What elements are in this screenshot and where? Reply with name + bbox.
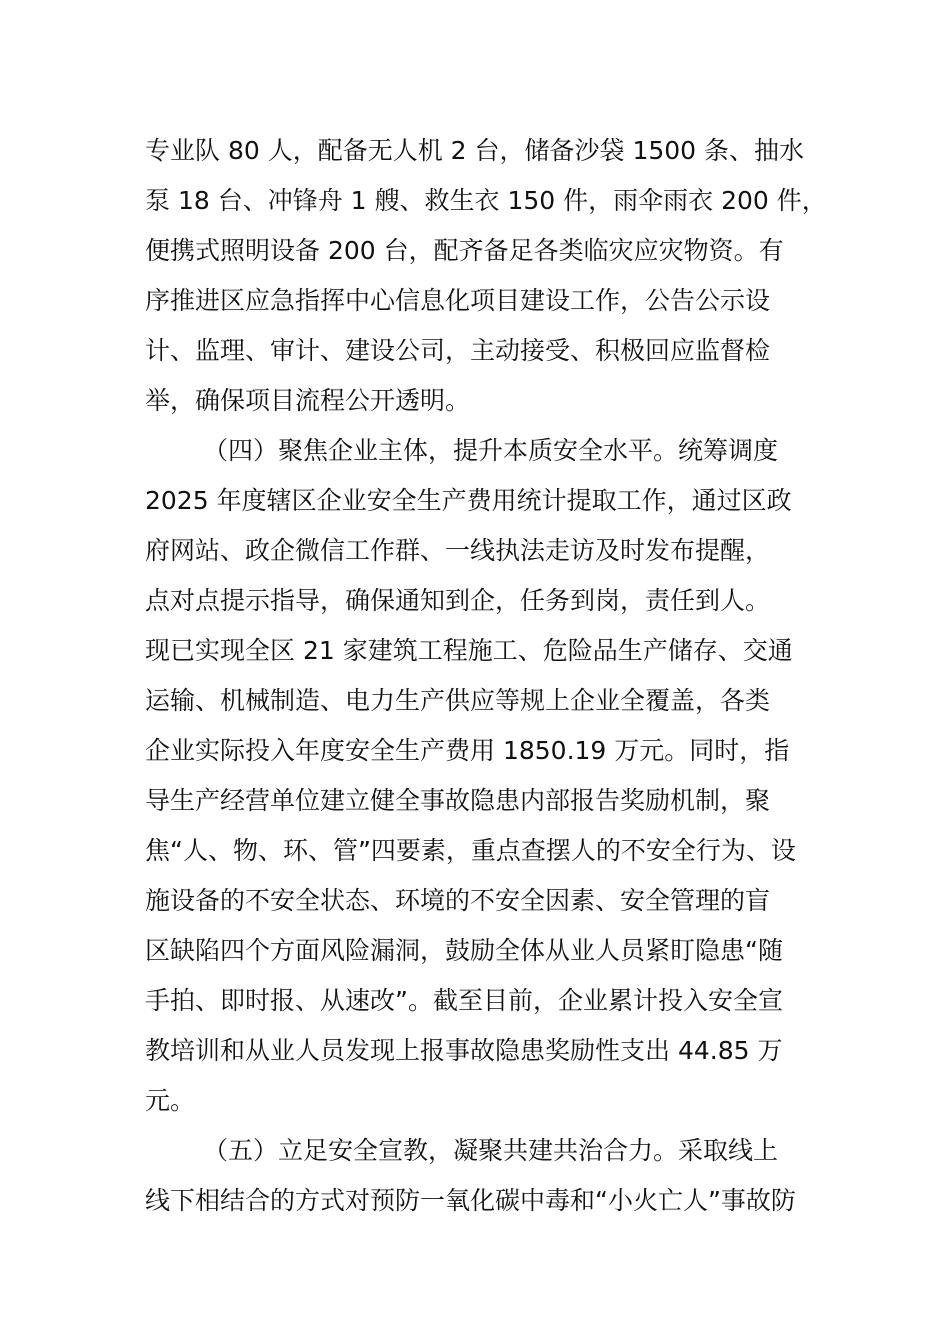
section-heading-line: （五）立足安全宣教，凝聚共建共治合力。采取线上	[203, 1136, 779, 1165]
section-heading-line: （四）聚焦企业主体，提升本质安全水平。统筹调度	[203, 436, 779, 465]
text-line: 运输、机械制造、电力生产供应等规上企业全覆盖，各类	[145, 686, 771, 715]
text-line: 元。	[145, 1086, 196, 1115]
text-line: 现已实现全区 21 家建筑工程施工、危险品生产储存、交通	[145, 636, 793, 665]
text-line: 导生产经营单位建立健全事故隐患内部报告奖励机制，聚	[145, 786, 771, 815]
document-body	[145, 126, 835, 1226]
text-line: 焦“人、物、环、管”四要素，重点查摆人的不安全行为、设	[145, 836, 796, 865]
text-line: 举，确保项目流程公开透明。	[145, 386, 471, 415]
text-line: 手拍、即时报、从速改”。截至目前，企业累计投入安全宣	[145, 986, 783, 1015]
text-line: 计、监理、审计、建设公司，主动接受、积极回应监督检	[145, 336, 771, 365]
text-line: 点对点提示指导，确保通知到企，任务到岗，责任到人。	[145, 586, 771, 615]
text-line: 专业队 80 人，配备无人机 2 台，储备沙袋 1500 条、抽水	[145, 136, 805, 165]
text-line: 便携式照明设备 200 台，配齐备足各类临灾应灾物资。有	[145, 236, 784, 265]
text-line: 教培训和从业人员发现上报事故隐患奖励性支出 44.85 万	[145, 1036, 783, 1065]
text-line: 线下相结合的方式对预防一氧化碳中毒和“小火亡人”事故防	[145, 1186, 796, 1215]
text-line: 企业实际投入年度安全生产费用 1850.19 万元。同时，指	[145, 736, 790, 765]
text-line: 区缺陷四个方面风险漏洞，鼓励全体从业人员紧盯隐患“随	[145, 936, 783, 965]
text-line: 泵 18 台、冲锋舟 1 艘、救生衣 150 件，雨伞雨衣 200 件，	[145, 186, 827, 215]
text-line: 序推进区应急指挥中心信息化项目建设工作，公告公示设	[145, 286, 771, 315]
text-line: 施设备的不安全状态、环境的不安全因素、安全管理的盲	[145, 886, 771, 915]
text-line: 府网站、政企微信工作群、一线执法走访及时发布提醒，	[145, 536, 771, 565]
text-line: 2025 年度辖区企业安全生产费用统计提取工作，通过区政	[145, 486, 792, 515]
